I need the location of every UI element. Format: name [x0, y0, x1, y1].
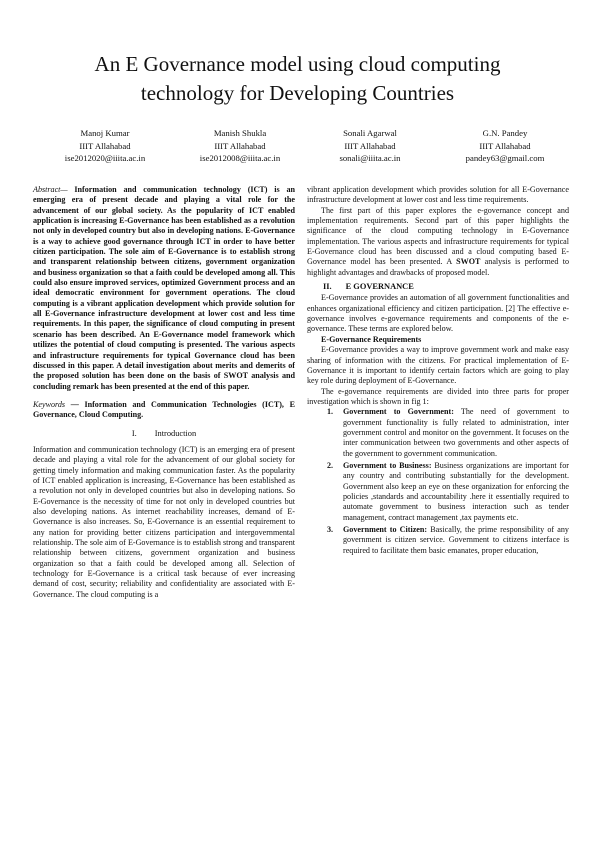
egov-paragraph-3: The e-governance requirements are divided into three parts for proper investigation which is shown in fig 1: — [307, 386, 569, 406]
title-line-2: technology for Developing Countries — [140, 81, 455, 105]
list-item — [307, 525, 569, 556]
list-number: 2. — [327, 460, 334, 470]
author-affiliation: IIIT Allahabad — [344, 140, 396, 151]
list-text: Basically, the prime responsibility of any government is citizen service. Government to citizens interface is required to facilitate them basic emanates, proper education, — [343, 525, 569, 555]
paragraph-text: analysis is performed to highlight advantages and drawbacks of proposed model. — [307, 257, 569, 277]
list-text: The need of government to government functionality is fully related to administration, inter government control and monitor on the government. It focuses on the inter communication between two governments and other aspects of the government to government communication. — [343, 407, 569, 458]
author-2 — [165, 127, 315, 165]
author-name: Sonali Agarwal — [343, 128, 397, 138]
list-heading: Government to Business: — [343, 460, 432, 470]
egov-paragraph-1: E-Governance provides an automation of all government functionalities and enhances organizational efficiency and citizen participation. [2] The effective e-governance involves e-governance requirements and components of the e-governance. These terms are explored below. — [307, 293, 569, 334]
section-title: Introduction — [154, 428, 197, 438]
section-number: I. — [131, 428, 137, 438]
list-number: 3. — [327, 525, 334, 534]
author-affiliation: IIIT Allahabad — [79, 140, 131, 151]
author-affiliation: IIIT Allahabad — [214, 140, 266, 151]
list-item — [307, 407, 569, 459]
author-affiliation: IIIT Allahabad — [479, 140, 531, 151]
egov-paragraph-2: E-Governance provides a way to improve government work and make easy sharing of information with the citizens. For practical implementation of E-Governance it is important to identify certain factors which are going to play key role during deployment of E-Governance. — [307, 345, 569, 386]
author-name: G.N. Pandey — [482, 128, 528, 138]
keywords-label: Keywords — [33, 399, 66, 409]
right-paragraph-2 — [307, 206, 569, 278]
requirements-list — [307, 407, 569, 556]
author-3 — [295, 127, 445, 165]
list-number: 1. — [327, 407, 334, 417]
abstract — [33, 185, 295, 392]
author-4 — [430, 127, 580, 165]
section-title: E GOVERNANCE — [345, 282, 414, 292]
paper-title — [40, 50, 555, 108]
keywords — [33, 400, 295, 421]
title-line-1: An E Governance model using cloud computing — [94, 52, 501, 76]
author-email: ise2012020@iiita.ac.in — [64, 153, 146, 163]
section-heading-egovernance — [307, 282, 569, 292]
section-number: II. — [323, 282, 332, 292]
abstract-label: Abstract— — [33, 185, 68, 194]
list-item — [307, 461, 569, 523]
author-email: sonali@iiita.ac.in — [339, 153, 401, 163]
swot-term: SWOT — [456, 257, 481, 267]
list-heading: Government to Citizen: — [343, 525, 428, 534]
author-name: Manoj Kumar — [80, 128, 130, 138]
keywords-text: — Information and Communication Technologies (ICT), E Governance, Cloud Computing. — [33, 399, 295, 420]
author-name: Manish Shukla — [213, 128, 267, 138]
list-heading: Government to Government: — [343, 407, 454, 417]
intro-paragraph: Information and communication technology (ICT) is an emerging era of present decade and playing a vital role for the advancement of our global society for getting timely information and making communication faster. As the popularity of ICT enabled application is increasing, E-Governance has been established as a revolution not only in developed countries but also in developing nations. So E-Governance is the necessity of time for not only in developed countries but also developing nations. As internet reachability increases, demand of E-Governance is also increases. So, E-Governance is an essential requirement to any nation for providing better citizens participation and intergovernmental relationship. The sole aim of E-Governance is to establish strong and transparent relationship between citizens, government organization and business organization so that a faith could be developed among all. Selection of technology for E-Governance is a critical task because of ever increasing demand of cost, security; reliability and confidentiality are associated with E-Governance. The cloud computing is a — [33, 444, 295, 599]
left-column — [33, 185, 295, 600]
abstract-text: Information and communication technology (ICT) is an emerging era of present decade and playing a vital role for the advancement of our global society. As the popularity of ICT enabled application is increasing E-Governance has been established as a revolution not only in developed country but also in developing nations. E-Governance is a way to achieve good governance through ICT in order to have better citizen participation. The sole aim of E-Governance is to establish strong and transparent relationship between citizens, government organization and business organization so that a faith could be developed among all. This could also ensure improved services, optimized Government process and an ideal democratic environment for government operations. The cloud computing is a vibrant application development which provide solution for all E-Governance infrastructure development at lower cost and less time requirements. In this paper, the significance of cloud computing in present scenario has been described. An E-Governance model framework which utilizes the potential of cloud computing is presented. The various aspects and infrastructure requirements for typical Governance cloud has been discussed in this paper. A detail investigation about merits and demerits of the proposed solution has been done on the basis of SWOT analysis and concluding remark has been presented at the end of this paper. — [33, 185, 295, 391]
list-text: Business organizations are important for any country and contributing substantially for the development. Government also keep an eye on these organization for enforcing the policies ,standards and accountability .here it essentially required to automate government to business interaction such as tender management, contract management ,tax payments etc. — [343, 460, 569, 522]
subheading-requirements: E-Governance Requirements — [321, 334, 422, 344]
section-heading-introduction — [33, 429, 295, 439]
paragraph-text: The first part of this paper explores the e-governance concept and implementation requirements. Second part of this paper highlights the significance of the cloud computing technology in E-Governance implementation. The various aspects and infrastructure requirements for typical E-Governance cloud has been discussed and a cloud computing based E-Governance model has been presented. A — [307, 205, 569, 267]
author-1 — [30, 127, 180, 165]
author-email: ise2012008@iiita.ac.in — [199, 153, 281, 163]
right-paragraph-1: vibrant application development which provides solution for all E-Governance infrastructure development at lower cost and less time requirements. — [307, 185, 569, 205]
author-email: pandey63@gmail.com — [465, 153, 545, 163]
right-column — [307, 185, 569, 558]
